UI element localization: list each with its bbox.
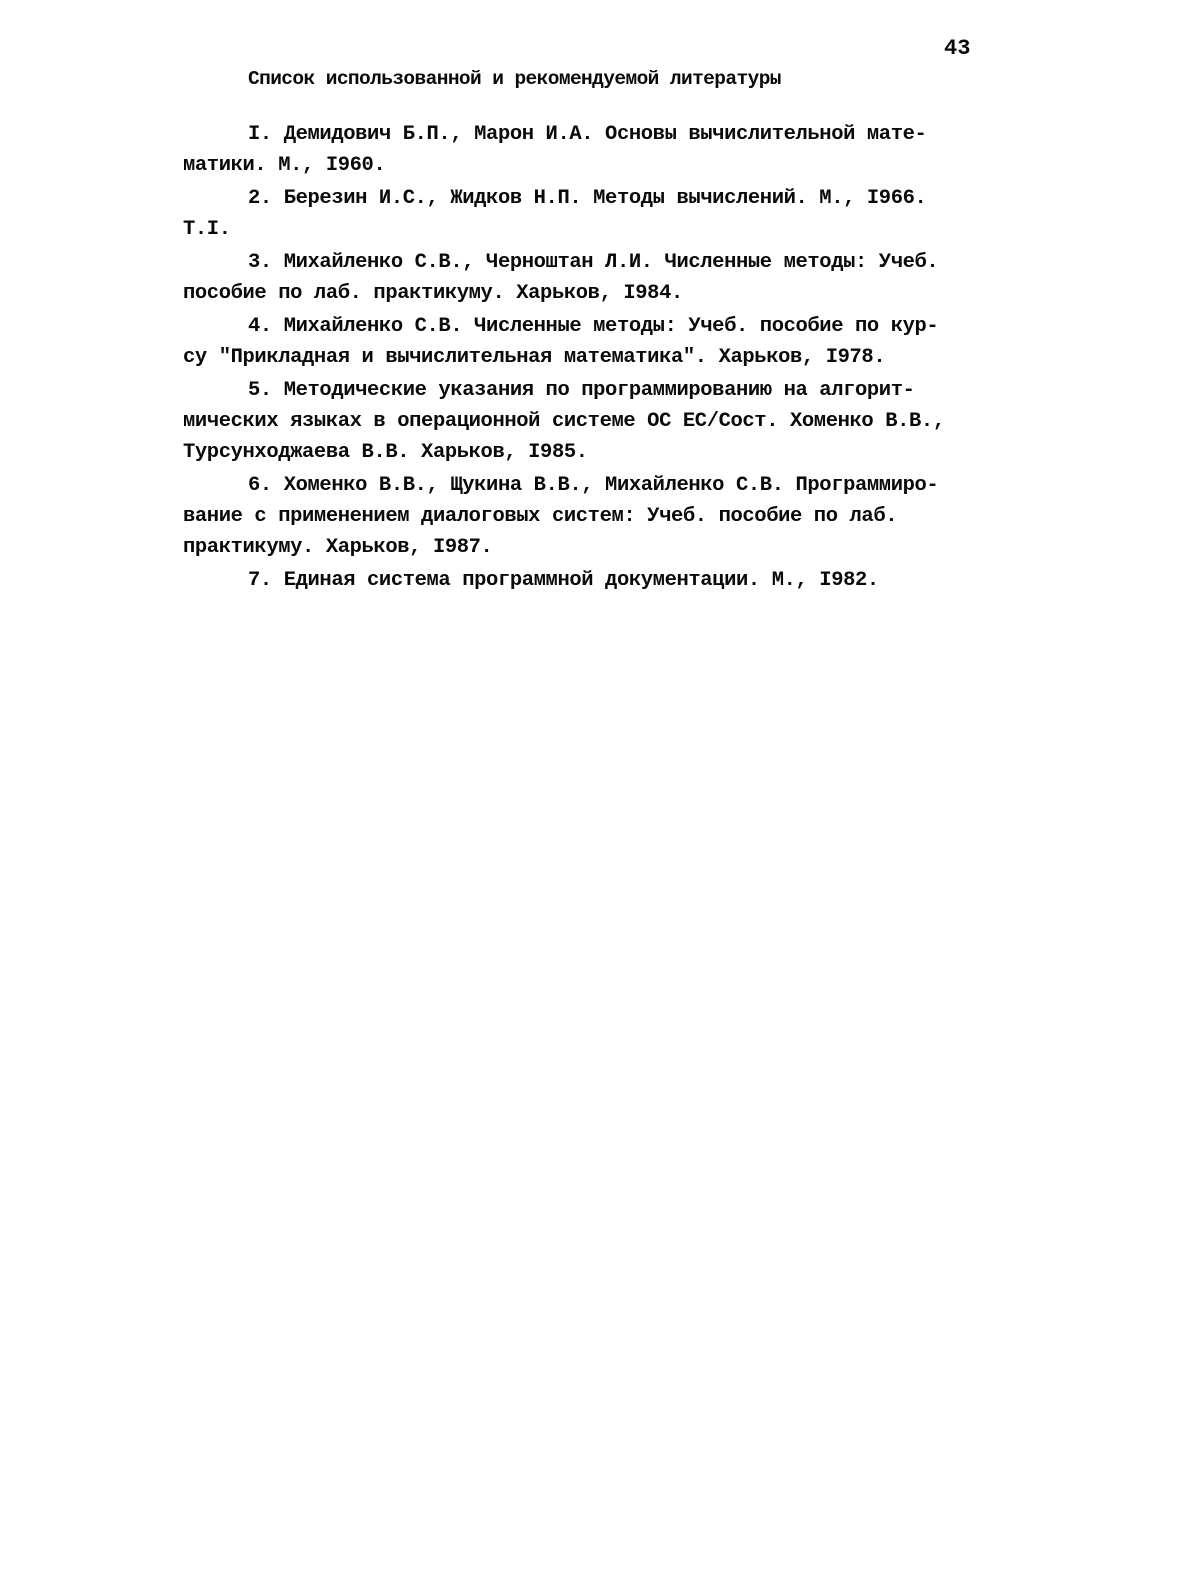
reference-line: 6. Хоменко В.В., Щукина В.В., Михайленко С.В. Программиро- bbox=[248, 474, 939, 497]
reference-item-1 bbox=[183, 119, 1015, 181]
reference-line: су "Прикладная и вычислительная математика". Харьков, I978. bbox=[183, 346, 886, 369]
reference-line: Турсунходжаева В.В. Харьков, I985. bbox=[183, 441, 588, 464]
reference-line: I. Демидович Б.П., Марон И.А. Основы вычислительной мате- bbox=[248, 123, 927, 146]
reference-item-6 bbox=[183, 470, 1015, 563]
reference-line: 5. Методические указания по программированию на алгорит- bbox=[248, 379, 915, 402]
reference-line: практикуму. Харьков, I987. bbox=[183, 536, 493, 559]
page-number: 43 bbox=[944, 36, 971, 61]
reference-line: мических языках в операционной системе ОС ЕС/Сост. Хоменко В.В., bbox=[183, 410, 945, 433]
reference-line: 3. Михайленко С.В., Черноштан Л.И. Численные методы: Учеб. bbox=[248, 251, 939, 274]
reference-item-4 bbox=[183, 311, 1015, 373]
reference-line: пособие по лаб. практикуму. Харьков, I984. bbox=[183, 282, 683, 305]
page-title: Список использованной и рекомендуемой литературы bbox=[248, 68, 781, 90]
reference-item-7 bbox=[183, 565, 1015, 596]
reference-line: матики. М., I960. bbox=[183, 154, 386, 177]
reference-line: 4. Михайленко С.В. Численные методы: Учеб. пособие по кур- bbox=[248, 315, 939, 338]
reference-list bbox=[183, 119, 1015, 596]
reference-line: 2. Березин И.С., Жидков Н.П. Методы вычислений. М., I966. bbox=[248, 187, 927, 210]
reference-item-5 bbox=[183, 375, 1015, 468]
reference-item-3 bbox=[183, 247, 1015, 309]
reference-line: вание с применением диалоговых систем: Учеб. пособие по лаб. bbox=[183, 505, 898, 528]
reference-line: Т.I. bbox=[183, 218, 231, 241]
reference-line: 7. Единая система программной документации. М., I982. bbox=[248, 569, 879, 592]
reference-item-2 bbox=[183, 183, 1015, 245]
